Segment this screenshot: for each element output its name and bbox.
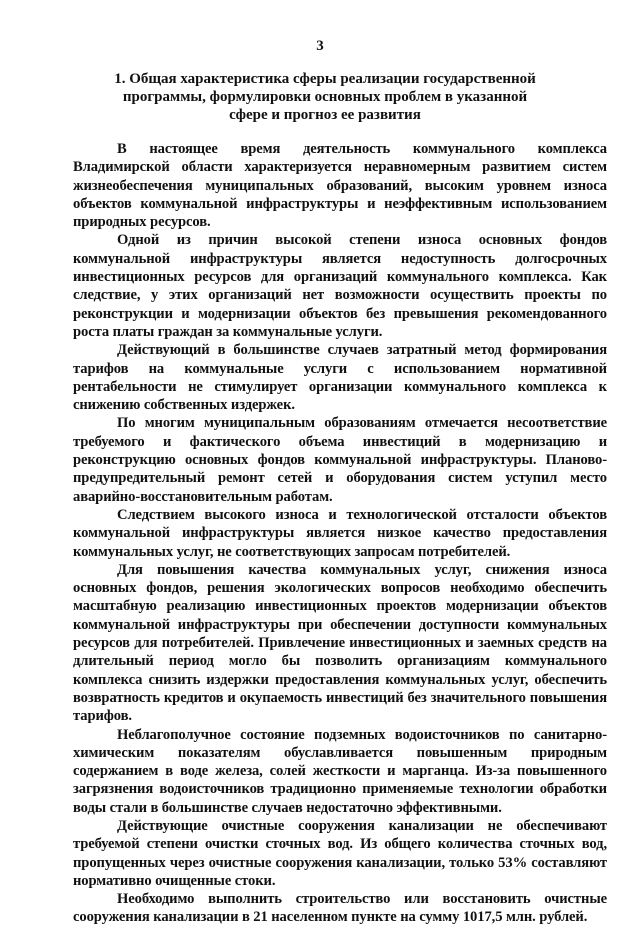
section-title	[90, 70, 560, 124]
paragraph: Для повышения качества коммунальных услуг, снижения износа основных фондов, решения экологических вопросов необходимо обеспечить масштабную реализацию инвестиционных проектов модернизации объектов коммунальной инфраструктуры при обеспечении доступности коммунальных ресурсов для потребителей. Привлечение инвестиционных и заемных средств на длительный период могло бы позволить организациям коммунального комплекса снизить издержки предоставления коммунальных услуг, обеспечить возвратность кредитов и окупаемость инвестиций без значительного повышения тарифов.	[73, 561, 607, 725]
section-title-line: программы, формулировки основных проблем в указанной	[122, 89, 528, 105]
paragraph: Одной из причин высокой степени износа основных фондов коммунальной инфраструктуры является недоступность долгосрочных инвестиционных ресурсов для организаций коммунального комплекса. Как следствие, у этих организаций нет возможности осуществить проекты по реконструкции и модернизации объектов без превышения рекомендованного роста платы граждан за коммунальные услуги.	[73, 232, 607, 340]
body-text	[73, 140, 607, 927]
paragraph: Действующие очистные сооружения канализации не обеспечивают требуемой степени очистки сточных вод. Из общего количества сточных вод, пропущенных через очистные сооружения канализации, только 53% составляют нормативно очищенные стоки.	[73, 817, 607, 889]
section-title-line: 1. Общая характеристика сферы реализации государственной	[114, 71, 536, 87]
paragraph: Неблагополучное состояние подземных водоисточников по санитарно-химическим показателям обуславливается повышенным природным содержанием в воде железа, солей жесткости и марганца. Из-за повышенного загрязнения водоисточников традиционно применяемые технологии обработки воды стали в большинстве случаев недостаточно эффективными.	[73, 726, 607, 816]
paragraph: Действующий в большинстве случаев затратный метод формирования тарифов на коммунальные услуги с использованием нормативной рентабельности не стимулирует организации коммунального комплекса к снижению собственных издержек.	[73, 342, 607, 414]
paragraph: Необходимо выполнить строительство или восстановить очистные сооружения канализации в 21 населенном пункте на сумму 1017,5 млн. рублей.	[73, 891, 607, 926]
paragraph: В настоящее время деятельность коммунального комплекса Владимирской области характеризуется неравномерным развитием систем жизнеобеспечения муниципальных образований, высоким уровнем износа объектов коммунальной инфраструктуры и неэффективным использованием природных ресурсов.	[73, 141, 607, 231]
section-title-line: сфере и прогноз ее развития	[229, 107, 421, 123]
page-number: 3	[316, 38, 324, 54]
paragraph: Следствием высокого износа и технологической отсталости объектов коммунальной инфраструктуры является низкое качество предоставления коммунальных услуг, не соответствующих запросам потребителей.	[73, 506, 607, 560]
paragraph: По многим муниципальным образованиям отмечается несоответствие требуемого и фактического объема инвестиций в модернизацию и реконструкцию основных фондов коммунальной инфраструктуры. Планово-предупредительный ремонт сетей и оборудования систем уступил место аварийно-восстановительным работам.	[73, 415, 607, 505]
